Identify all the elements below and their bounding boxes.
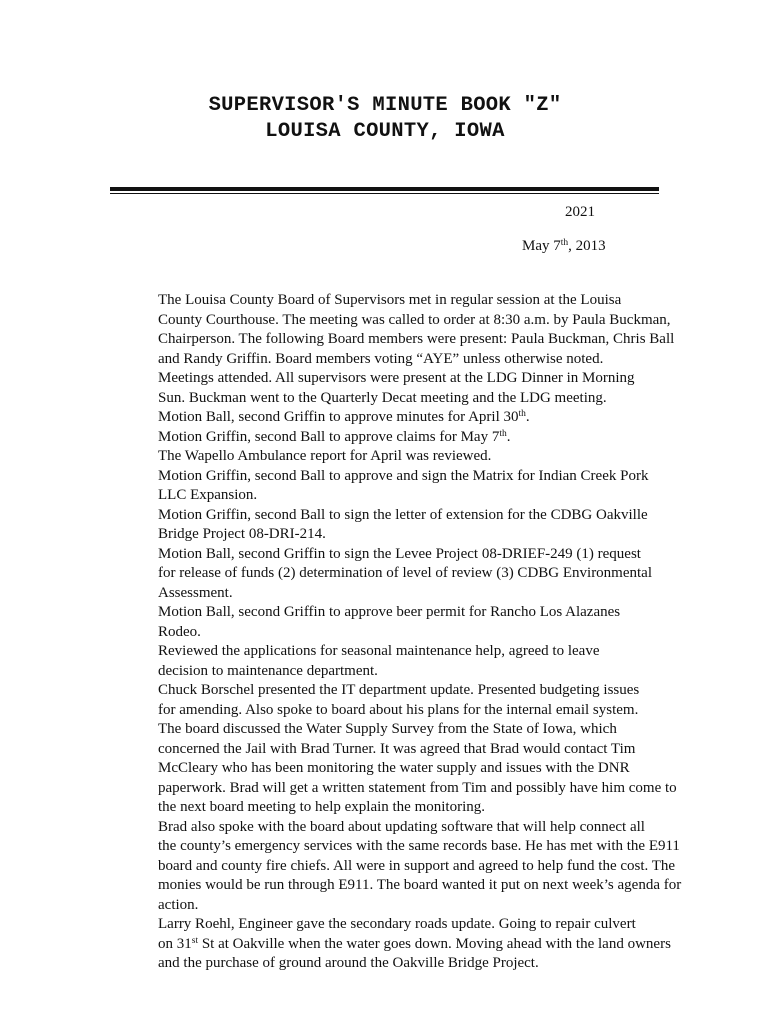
text-segment: . xyxy=(506,428,511,445)
minutes-paragraph xyxy=(110,369,670,408)
text-line xyxy=(110,428,670,448)
text-line xyxy=(110,720,670,740)
text-line xyxy=(110,330,675,350)
text-segment: Motion Griffin, second Ball to approve and sign the Matrix for Indian Creek Pork xyxy=(158,467,649,484)
text-line xyxy=(110,447,670,467)
text-line xyxy=(110,623,670,643)
minutes-paragraph xyxy=(110,545,670,604)
text-segment: Chairperson. The following Board members were present: Paula Buckman, Chris Ball xyxy=(158,331,675,347)
text-segment: board and county fire chiefs. All were in support and agreed to help fund the cost. The xyxy=(158,857,676,874)
text-line xyxy=(110,389,670,409)
text-segment: LLC Expansion. xyxy=(158,487,258,503)
text-segment: Motion Ball, second Griffin to sign the Levee Project 08-DRIEF-249 (1) request xyxy=(158,545,641,562)
minutes-paragraph xyxy=(110,447,670,467)
text-segment: the county’s emergency services with the same records base. He has met with the E911 xyxy=(158,838,680,854)
header-rule-thick xyxy=(110,187,659,191)
ordinal-suffix: th xyxy=(499,428,507,439)
text-segment: Motion Ball, second Griffin to approve minutes for April 30 xyxy=(158,409,519,425)
text-segment: St at Oakville when the water goes down. Moving ahead with the land owners xyxy=(198,935,671,952)
text-line xyxy=(110,896,670,916)
text-segment: Rodeo. xyxy=(158,623,201,640)
minutes-paragraph xyxy=(110,467,670,506)
text-segment: Brad also spoke with the board about updating software that will help connect all xyxy=(158,818,645,835)
text-line xyxy=(110,798,670,818)
text-segment: Assessment. xyxy=(158,584,233,601)
header-rule-thin xyxy=(110,193,659,194)
text-segment: and the purchase of ground around the Oakville Bridge Project. xyxy=(158,955,539,971)
text-segment: on 31 xyxy=(158,935,192,952)
text-segment: Motion Griffin, second Ball to sign the letter of extension for the CDBG Oakville xyxy=(158,506,648,523)
date-ordinal-suffix: th xyxy=(560,238,569,248)
minutes-body xyxy=(110,291,682,974)
text-segment: Motion Ball, second Griffin to approve beer permit for Rancho Los Alazanes xyxy=(158,604,621,620)
text-line xyxy=(110,837,680,857)
text-segment: The Wapello Ambulance report for April was reviewed. xyxy=(158,448,492,464)
text-segment: monies would be run through E911. The board wanted it put on next week’s agenda for xyxy=(158,877,682,893)
text-line xyxy=(110,935,670,955)
date-month-day: May 7 xyxy=(522,238,561,254)
text-segment: for amending. Also spoke to board about his plans for the internal email system. xyxy=(158,701,639,718)
text-segment: Reviewed the applications for seasonal maintenance help, agreed to leave xyxy=(158,643,600,659)
text-line xyxy=(110,818,670,838)
text-segment: Chuck Borschel presented the IT department update. Presented budgeting issues xyxy=(158,682,640,698)
minutes-paragraph xyxy=(110,408,670,428)
text-segment: County Courthouse. The meeting was called to order at 8:30 a.m. by Paula Buckman, xyxy=(158,311,671,328)
text-line xyxy=(110,408,670,428)
text-line xyxy=(110,662,670,682)
text-line xyxy=(110,603,670,623)
minutes-paragraph xyxy=(110,681,670,720)
text-line xyxy=(110,545,670,565)
text-segment: Larry Roehl, Engineer gave the secondary roads update. Going to repair culvert xyxy=(158,916,636,932)
text-line xyxy=(110,506,670,526)
text-line xyxy=(110,759,670,779)
minutes-paragraph xyxy=(110,603,670,642)
text-segment: for release of funds (2) determination of level of review (3) CDBG Environmental xyxy=(158,565,653,581)
text-segment: . xyxy=(525,409,530,425)
text-line xyxy=(110,915,670,935)
text-segment: The board discussed the Water Supply Survey from the State of Iowa, which xyxy=(158,721,617,737)
page-number: 2021 xyxy=(565,204,595,220)
minutes-paragraph xyxy=(110,915,670,974)
date-year: , 2013 xyxy=(568,238,606,254)
minutes-paragraph xyxy=(110,506,670,545)
text-line xyxy=(110,681,670,701)
text-line xyxy=(110,954,670,974)
text-line xyxy=(110,642,670,662)
minutes-paragraph xyxy=(110,720,677,818)
text-line xyxy=(110,525,670,545)
text-line xyxy=(110,311,670,331)
text-segment: The Louisa County Board of Supervisors met in regular session at the Louisa xyxy=(158,292,622,308)
text-line xyxy=(110,564,670,584)
text-line xyxy=(110,740,670,760)
text-segment: concerned the Jail with Brad Turner. It was agreed that Brad would contact Tim xyxy=(158,740,636,757)
text-line xyxy=(110,701,670,721)
text-line xyxy=(110,584,670,604)
ordinal-suffix: th xyxy=(518,409,526,419)
text-segment: Meetings attended. All supervisors were present at the LDG Dinner in Morning xyxy=(158,370,635,386)
text-segment: Bridge Project 08-DRI-214. xyxy=(158,526,326,542)
county-title: LOUISA COUNTY, IOWA xyxy=(265,120,505,143)
text-segment: and Randy Griffin. Board members voting “AYE” unless otherwise noted. xyxy=(158,350,604,367)
text-line xyxy=(110,467,670,487)
text-segment: decision to maintenance department. xyxy=(158,662,378,679)
text-line xyxy=(110,779,677,799)
minutes-paragraph xyxy=(110,642,670,681)
text-segment: action. xyxy=(158,896,199,913)
ordinal-suffix: st xyxy=(191,935,199,946)
text-segment: McCleary who has been monitoring the water supply and issues with the DNR xyxy=(158,760,630,776)
text-segment: paperwork. Brad will get a written statement from Tim and possibly have him come to xyxy=(158,779,677,796)
text-line xyxy=(110,291,670,311)
text-line xyxy=(110,876,682,896)
minutes-paragraph xyxy=(110,291,675,369)
text-line xyxy=(110,857,676,877)
text-line xyxy=(110,350,670,370)
meeting-date xyxy=(522,238,606,255)
text-segment: Sun. Buckman went to the Quarterly Decat meeting and the LDG meeting. xyxy=(158,389,607,406)
text-segment: the next board meeting to help explain the monitoring. xyxy=(158,799,486,815)
text-line xyxy=(110,369,670,389)
text-line xyxy=(110,486,670,506)
minutes-paragraph xyxy=(110,428,670,448)
text-segment: Motion Griffin, second Ball to approve claims for May 7 xyxy=(158,428,500,445)
minutes-paragraph xyxy=(110,818,682,916)
book-title: SUPERVISOR'S MINUTE BOOK "Z" xyxy=(208,94,562,117)
